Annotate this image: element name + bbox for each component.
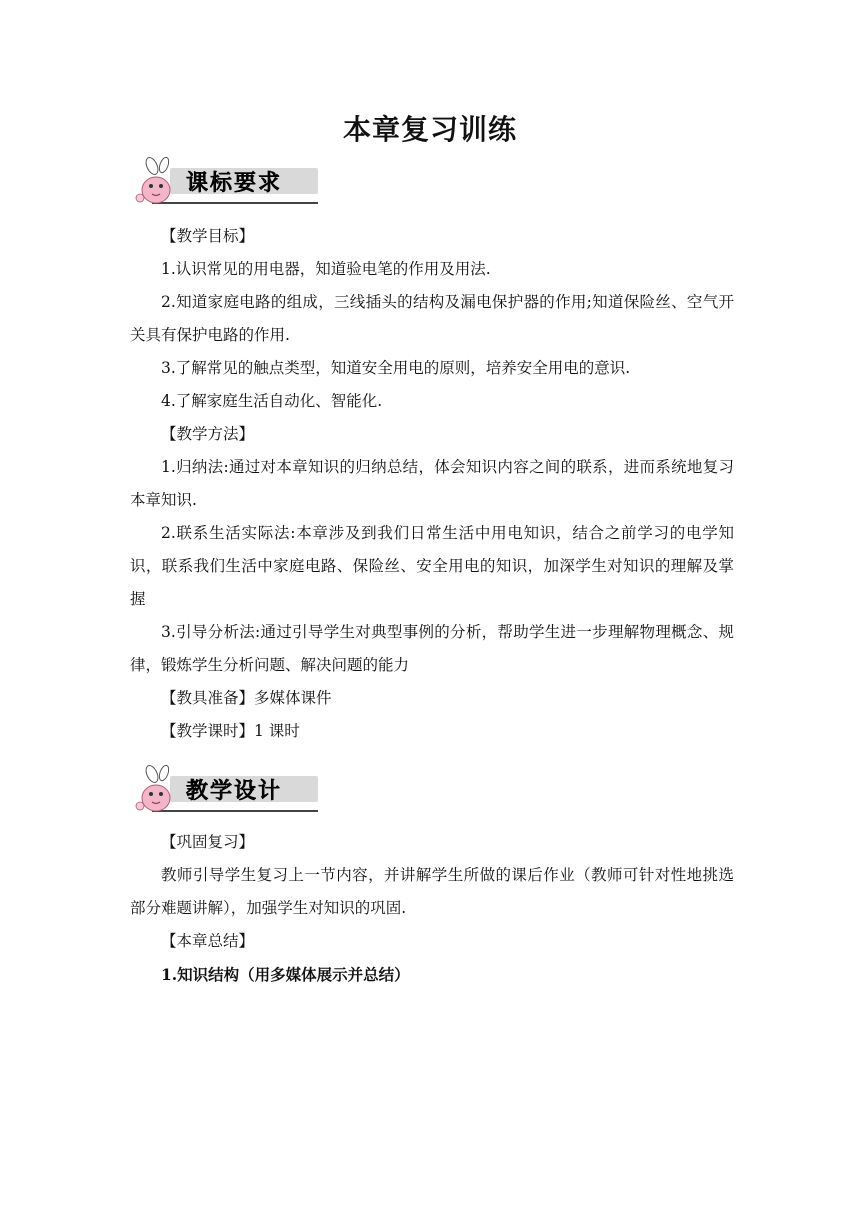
- section2-content: [130, 826, 734, 991]
- banner-label: 教学设计: [186, 779, 283, 804]
- section-banner-curriculum: [130, 156, 320, 208]
- section-banner-teaching-design: [130, 764, 320, 816]
- paragraph: 2.知道家庭电路的组成，三线插头的结构及漏电保护器的作用;知道保险丝、空气开关具有保护电路的作用.: [130, 293, 734, 344]
- paragraph: 3.了解常见的触点类型，知道安全用电的原则，培养安全用电的意识.: [161, 359, 631, 377]
- paragraph: 1.归纳法:通过对本章知识的归纳总结，体会知识内容之间的联系，进而系统地复习本章知识.: [130, 458, 734, 509]
- paragraph: 3.引导分析法:通过引导学生对典型事例的分析，帮助学生进一步理解物理概念、规律，锻炼学生分析问题、解决问题的能力: [130, 623, 734, 674]
- paragraph: 教师引导学生复习上一节内容，并讲解学生所做的课后作业（教师可针对性地挑选部分难题讲解），加强学生对知识的巩固.: [130, 866, 734, 917]
- paragraph-knowledge-structure: 1.知识结构（用多媒体展示并总结）: [161, 965, 410, 984]
- heading-teaching-goals: 【教学目标】: [161, 227, 255, 245]
- pink-mascot-icon: [130, 764, 178, 816]
- paragraph: 2.联系生活实际法:本章涉及到我们日常生活中用电知识，结合之前学习的电学知识，联系我们生活中家庭电路、保险丝、安全用电的知识，加深学生对知识的理解及掌握: [130, 524, 734, 608]
- pink-mascot-icon: [130, 156, 178, 208]
- document-title: 本章复习训练: [342, 113, 517, 146]
- heading-chapter-summary: 【本章总结】: [161, 932, 255, 950]
- section1-content: [130, 220, 734, 748]
- paragraph-teaching-aids: 【教具准备】多媒体课件: [161, 689, 332, 707]
- heading-teaching-methods: 【教学方法】: [161, 425, 255, 443]
- heading-review: 【巩固复习】: [161, 833, 255, 851]
- paragraph: 4.了解家庭生活自动化、智能化.: [161, 392, 383, 410]
- paragraph-class-hours: 【教学课时】1 课时: [161, 722, 300, 740]
- paragraph: 1.认识常见的用电器，知道验电笔的作用及用法.: [161, 260, 491, 278]
- banner-label: 课标要求: [186, 171, 283, 196]
